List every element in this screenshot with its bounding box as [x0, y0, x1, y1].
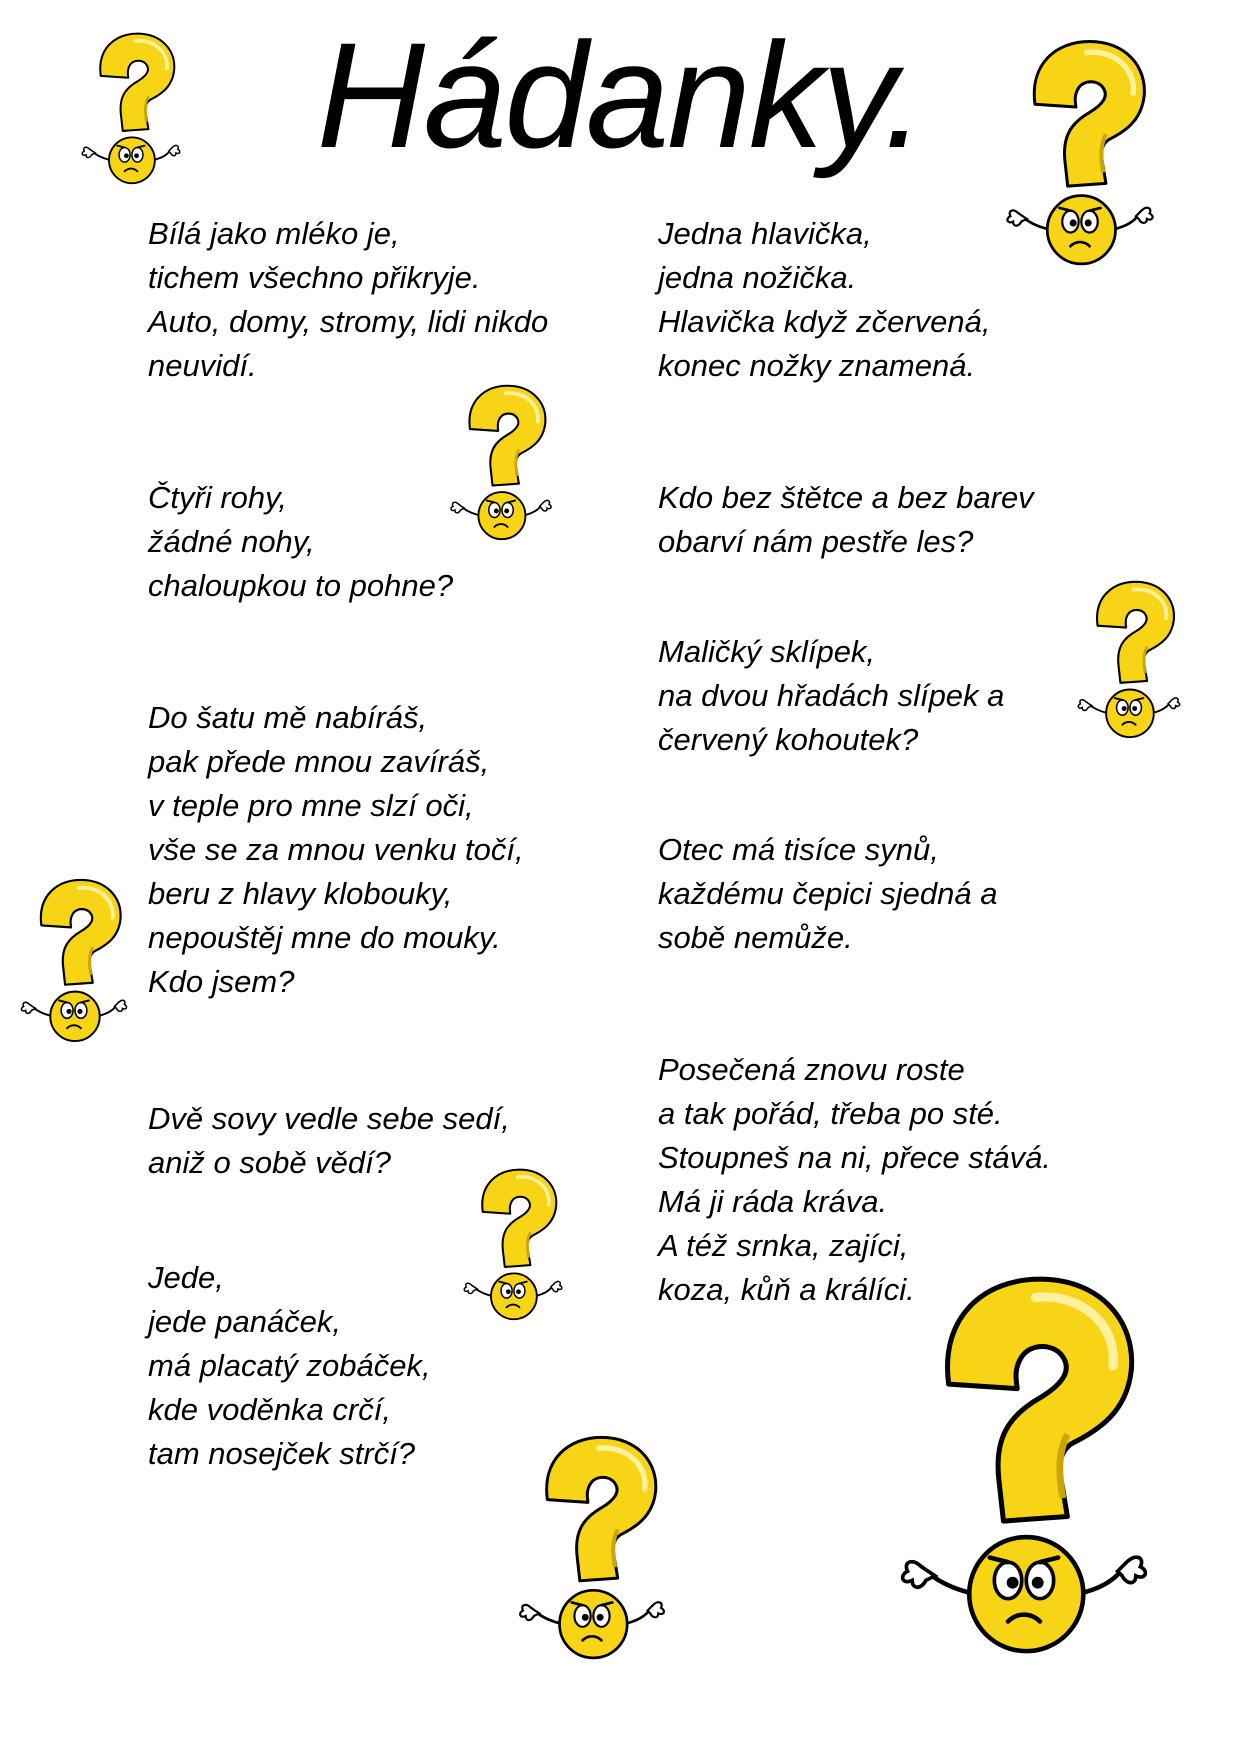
- riddle-line: Do šatu mě nabíráš,: [148, 700, 428, 735]
- question-mark-smiley-icon: [508, 1432, 676, 1662]
- riddle-line: Auto, domy, stromy, lidi nikdo: [148, 304, 549, 339]
- riddle-line: vše se za mnou venku točí,: [148, 832, 524, 867]
- riddle-line: Otec má tisíce synů,: [658, 832, 939, 867]
- riddle-line: Dvě sovy vedle sebe sedí,: [148, 1101, 510, 1136]
- riddle-line: na dvou hřadách slípek a: [658, 678, 1005, 713]
- riddle-line: obarví nám pestře les?: [658, 524, 974, 559]
- riddle-line: Čtyři rohy,: [148, 480, 287, 515]
- riddle-line: Má ji ráda kráva.: [658, 1184, 888, 1219]
- riddle-snow: [148, 212, 548, 388]
- riddle-line: A též srnka, zajíci,: [658, 1228, 909, 1263]
- riddle-autumn: [658, 476, 1034, 564]
- question-mark-smiley-icon: [996, 36, 1164, 268]
- riddle-line: Posečená znovu roste: [658, 1052, 965, 1087]
- riddle-line: Kdo bez štětce a bez barev: [658, 480, 1034, 515]
- riddle-glove: [148, 696, 524, 1004]
- riddle-line: pak přede mnou zavíráš,: [148, 744, 490, 779]
- question-mark-smiley-icon: [884, 1270, 1164, 1658]
- riddle-line: beru z hlavy klobouky,: [148, 876, 453, 911]
- riddle-line: jede panáček,: [148, 1304, 342, 1339]
- riddle-line: červený kohoutek?: [658, 722, 919, 757]
- riddle-line: neuvidí.: [148, 348, 257, 383]
- riddle-match: [658, 212, 991, 388]
- riddle-line: Bílá jako mléko je,: [148, 216, 400, 251]
- riddle-tree: [658, 828, 997, 960]
- riddle-line: kde voděnka crčí,: [148, 1392, 391, 1427]
- riddle-line: tichem všechno přikryje.: [148, 260, 481, 295]
- page-title: Hádanky.: [316, 11, 924, 179]
- riddle-line: Jedna hlavička,: [658, 216, 872, 251]
- question-mark-smiley-icon: [1070, 578, 1188, 740]
- riddle-line: chaloupkou to pohne?: [148, 568, 454, 603]
- question-mark-smiley-icon: [76, 30, 186, 186]
- riddle-line: žádné nohy,: [148, 524, 315, 559]
- riddle-line: tam nosejček strčí?: [148, 1436, 416, 1471]
- riddle-house: [148, 476, 453, 608]
- riddle-line: aniž o sobě vědí?: [148, 1145, 392, 1180]
- question-mark-smiley-icon: [443, 382, 559, 542]
- riddle-line: každému čepici sjedná a: [658, 876, 998, 911]
- question-mark-smiley-icon: [455, 1166, 571, 1322]
- riddle-line: Hlavička když zčervená,: [658, 304, 991, 339]
- riddle-line: nepouštěj mne do mouky.: [148, 920, 501, 955]
- riddle-line: jedna nožička.: [658, 260, 857, 295]
- riddle-line: sobě nemůže.: [658, 920, 853, 955]
- riddle-line: Jede,: [148, 1260, 224, 1295]
- riddle-line: má placatý zobáček,: [148, 1348, 431, 1383]
- question-mark-smiley-icon: [16, 876, 132, 1044]
- riddle-line: Kdo jsem?: [148, 964, 295, 999]
- riddle-line: konec nožky znamená.: [658, 348, 976, 383]
- riddle-iron: [148, 1256, 431, 1476]
- riddle-pepper: [658, 630, 1004, 762]
- riddle-line: a tak pořád, třeba po sté.: [658, 1096, 1003, 1131]
- riddle-line: koza, kůň a králíci.: [658, 1272, 915, 1307]
- riddle-line: Stoupneš na ni, přece stává.: [658, 1140, 1051, 1175]
- riddle-line: v teple pro mne slzí oči,: [148, 788, 474, 823]
- riddle-line: Maličký sklípek,: [658, 634, 876, 669]
